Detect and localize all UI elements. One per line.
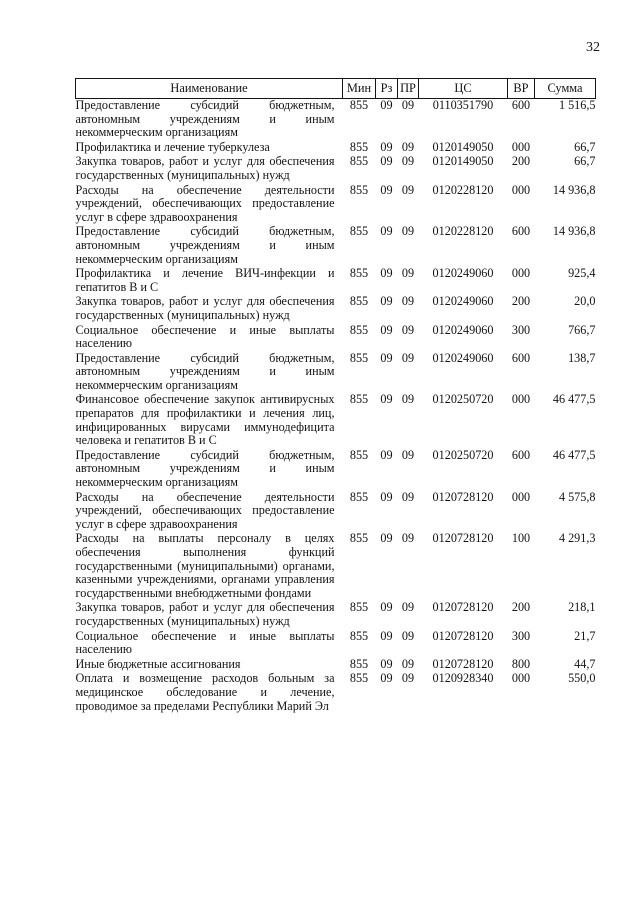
cell-sum: 138,7 xyxy=(568,350,596,365)
cell-vr: 100 xyxy=(511,531,531,546)
cell-cs: 0120250720 xyxy=(432,392,494,407)
cell-rz: 09 xyxy=(380,224,393,239)
table-row xyxy=(76,532,596,601)
cell-vr: 600 xyxy=(511,447,531,462)
cell-vr: 800 xyxy=(511,656,531,671)
cell-vr: 200 xyxy=(511,154,531,169)
table-row xyxy=(76,267,596,295)
cell-pr: 09 xyxy=(401,182,415,197)
cell-vr: 000 xyxy=(511,392,531,407)
table-row xyxy=(76,324,596,352)
cell-min: 855 xyxy=(349,139,369,154)
cell-min: 855 xyxy=(349,600,369,615)
cell-min: 855 xyxy=(349,392,369,407)
cell-name: Расходы на обеспечение деятельности учреждений, обеспечивающих предоставление услуг в сфере здравоохранения xyxy=(75,182,335,224)
cell-pr: 09 xyxy=(401,531,415,546)
cell-pr: 09 xyxy=(401,447,415,462)
cell-name: Финансовое обеспечение закупок антивирусных препаратов для профилактики и лечения лиц, инфицированных вирусами иммунодефицита человека и гепатитов В и С xyxy=(75,392,335,448)
cell-rz: 09 xyxy=(380,656,393,671)
cell-name: Расходы на выплаты персоналу в целях обеспечения выполнения функций государственными (муниципальными) органами, казенными учреждениями, органами управления государственными внебюджетными фондами xyxy=(75,531,335,600)
cell-sum: 46 477,5 xyxy=(552,447,596,462)
cell-sum: 66,7 xyxy=(574,154,596,169)
cell-name: Предоставление субсидий бюджетным, автономным учреждениям и иным некоммерческим организациям xyxy=(75,350,335,392)
cell-vr: 000 xyxy=(511,671,531,686)
cell-sum: 4 575,8 xyxy=(558,489,596,504)
table-row xyxy=(76,658,596,673)
table-row xyxy=(76,630,596,658)
cell-min: 855 xyxy=(349,489,369,504)
cell-name: Закупка товаров, работ и услуг для обеспечения государственных (муниципальных) нужд xyxy=(75,154,335,182)
cell-min: 855 xyxy=(349,322,369,337)
cell-rz: 09 xyxy=(380,98,393,112)
cell-sum: 766,7 xyxy=(568,322,596,337)
cell-name: Профилактика и лечение туберкулеза xyxy=(75,139,270,154)
cell-pr: 09 xyxy=(401,656,415,671)
table-row xyxy=(76,352,596,394)
cell-min: 855 xyxy=(349,224,369,239)
cell-sum: 4 291,3 xyxy=(558,531,596,546)
cell-cs: 0120249060 xyxy=(432,350,494,365)
cell-vr: 000 xyxy=(511,489,531,504)
table-row xyxy=(76,601,596,629)
cell-sum: 21,7 xyxy=(574,628,596,643)
cell-vr: 000 xyxy=(511,182,531,197)
table-row xyxy=(76,295,596,323)
cell-pr: 09 xyxy=(401,392,415,407)
cell-name: Профилактика и лечение ВИЧ-инфекции и гепатитов В и С xyxy=(75,266,335,294)
cell-name: Предоставление субсидий бюджетным, автономным учреждениям и иным некоммерческим организациям xyxy=(75,224,335,266)
cell-sum: 14 936,8 xyxy=(552,224,596,239)
cell-rz: 09 xyxy=(380,628,393,643)
cell-pr: 09 xyxy=(401,600,415,615)
cell-rz: 09 xyxy=(380,392,393,407)
cell-sum: 20,0 xyxy=(574,294,596,309)
cell-vr: 000 xyxy=(511,139,531,154)
cell-pr: 09 xyxy=(401,489,415,504)
cell-cs: 0120249060 xyxy=(432,322,494,337)
cell-cs: 0120249060 xyxy=(432,266,494,281)
budget-table xyxy=(75,78,596,714)
cell-pr: 09 xyxy=(401,154,415,169)
cell-vr: 600 xyxy=(511,224,531,239)
cell-sum: 925,4 xyxy=(568,266,596,281)
cell-min: 855 xyxy=(349,350,369,365)
cell-pr: 09 xyxy=(401,294,415,309)
cell-vr: 600 xyxy=(511,350,531,365)
cell-pr: 09 xyxy=(401,628,415,643)
cell-vr: 200 xyxy=(511,600,531,615)
cell-min: 855 xyxy=(349,98,369,112)
cell-rz: 09 xyxy=(380,600,393,615)
cell-pr: 09 xyxy=(401,224,415,239)
cell-pr: 09 xyxy=(401,139,415,154)
cell-cs: 0120149050 xyxy=(432,154,494,169)
cell-sum: 46 477,5 xyxy=(552,392,596,407)
cell-cs: 0120928340 xyxy=(432,671,494,686)
cell-rz: 09 xyxy=(380,182,393,197)
cell-pr: 09 xyxy=(401,322,415,337)
cell-min: 855 xyxy=(349,656,369,671)
cell-rz: 09 xyxy=(380,489,393,504)
cell-pr: 09 xyxy=(401,350,415,365)
cell-rz: 09 xyxy=(380,447,393,462)
table-row xyxy=(76,393,596,448)
cell-rz: 09 xyxy=(380,294,393,309)
cell-min: 855 xyxy=(349,154,369,169)
table-row xyxy=(76,449,596,491)
header-cs: ЦС xyxy=(419,79,508,99)
cell-min: 855 xyxy=(349,182,369,197)
cell-rz: 09 xyxy=(380,671,393,686)
cell-min: 855 xyxy=(349,266,369,281)
cell-cs: 0120728120 xyxy=(432,531,494,546)
cell-min: 855 xyxy=(349,294,369,309)
cell-rz: 09 xyxy=(380,139,393,154)
table-row xyxy=(76,491,596,533)
cell-sum: 550,0 xyxy=(568,671,596,686)
header-pr: ПР xyxy=(398,79,419,99)
cell-vr: 300 xyxy=(511,322,531,337)
header-min: Мин xyxy=(343,79,376,99)
cell-sum: 14 936,8 xyxy=(552,182,596,197)
cell-pr: 09 xyxy=(401,266,415,281)
cell-pr: 09 xyxy=(401,671,415,686)
cell-name: Расходы на обеспечение деятельности учреждений, обеспечивающих предоставление услуг в сфере здравоохранения xyxy=(75,489,335,531)
cell-rz: 09 xyxy=(380,322,393,337)
cell-cs: 0120228120 xyxy=(432,224,494,239)
table-body xyxy=(76,99,596,715)
table-row xyxy=(76,672,596,714)
cell-sum: 44,7 xyxy=(574,656,596,671)
cell-name: Оплата и возмещение расходов больным за медицинское обследование и лечение, проводимое за пределами Республики Марий Эл xyxy=(75,671,335,713)
cell-pr: 09 xyxy=(401,98,415,112)
header-name: Наименование xyxy=(76,79,343,99)
cell-vr: 300 xyxy=(511,628,531,643)
table-row xyxy=(76,184,596,226)
cell-cs: 0110351790 xyxy=(432,98,494,112)
cell-name: Закупка товаров, работ и услуг для обеспечения государственных (муниципальных) нужд xyxy=(75,600,335,628)
cell-rz: 09 xyxy=(380,531,393,546)
cell-cs: 0120228120 xyxy=(432,182,494,197)
cell-name: Предоставление субсидий бюджетным, автономным учреждениям и иным некоммерческим организациям xyxy=(75,447,335,490)
cell-sum: 66,7 xyxy=(574,139,596,154)
cell-vr: 000 xyxy=(511,266,531,281)
cell-cs: 0120250720 xyxy=(432,447,494,462)
cell-name: Иные бюджетные ассигнования xyxy=(75,656,241,671)
cell-name: Социальное обеспечение и иные выплаты населению xyxy=(75,322,335,351)
table-row xyxy=(76,99,596,141)
cell-rz: 09 xyxy=(380,350,393,365)
table-row xyxy=(76,225,596,267)
header-sum: Сумма xyxy=(535,79,596,99)
cell-rz: 09 xyxy=(380,266,393,281)
cell-cs: 0120728120 xyxy=(432,489,494,504)
cell-vr: 200 xyxy=(511,294,531,309)
cell-min: 855 xyxy=(349,671,369,686)
cell-min: 855 xyxy=(349,628,369,643)
table-header-row xyxy=(76,79,596,99)
cell-sum: 218,1 xyxy=(568,600,596,615)
cell-min: 855 xyxy=(349,447,369,462)
cell-min: 855 xyxy=(349,531,369,546)
cell-vr: 600 xyxy=(511,98,531,112)
cell-cs: 0120149050 xyxy=(432,139,494,154)
cell-cs: 0120249060 xyxy=(432,294,494,309)
cell-cs: 0120728120 xyxy=(432,656,494,671)
header-vr: ВР xyxy=(508,79,535,99)
cell-rz: 09 xyxy=(380,154,393,169)
table-row xyxy=(76,155,596,183)
table-row xyxy=(76,141,596,156)
header-rz: Рз xyxy=(376,79,398,99)
cell-sum: 1 516,5 xyxy=(558,98,596,112)
cell-cs: 0120728120 xyxy=(432,600,494,615)
page-number: 32 xyxy=(586,40,600,55)
cell-cs: 0120728120 xyxy=(432,628,494,643)
cell-name: Закупка товаров, работ и услуг для обеспечения государственных (муниципальных) нужд xyxy=(75,294,335,322)
cell-name: Предоставление субсидий бюджетным, автономным учреждениям и иным некоммерческим организациям xyxy=(75,98,335,140)
cell-name: Социальное обеспечение и иные выплаты населению xyxy=(75,628,335,657)
